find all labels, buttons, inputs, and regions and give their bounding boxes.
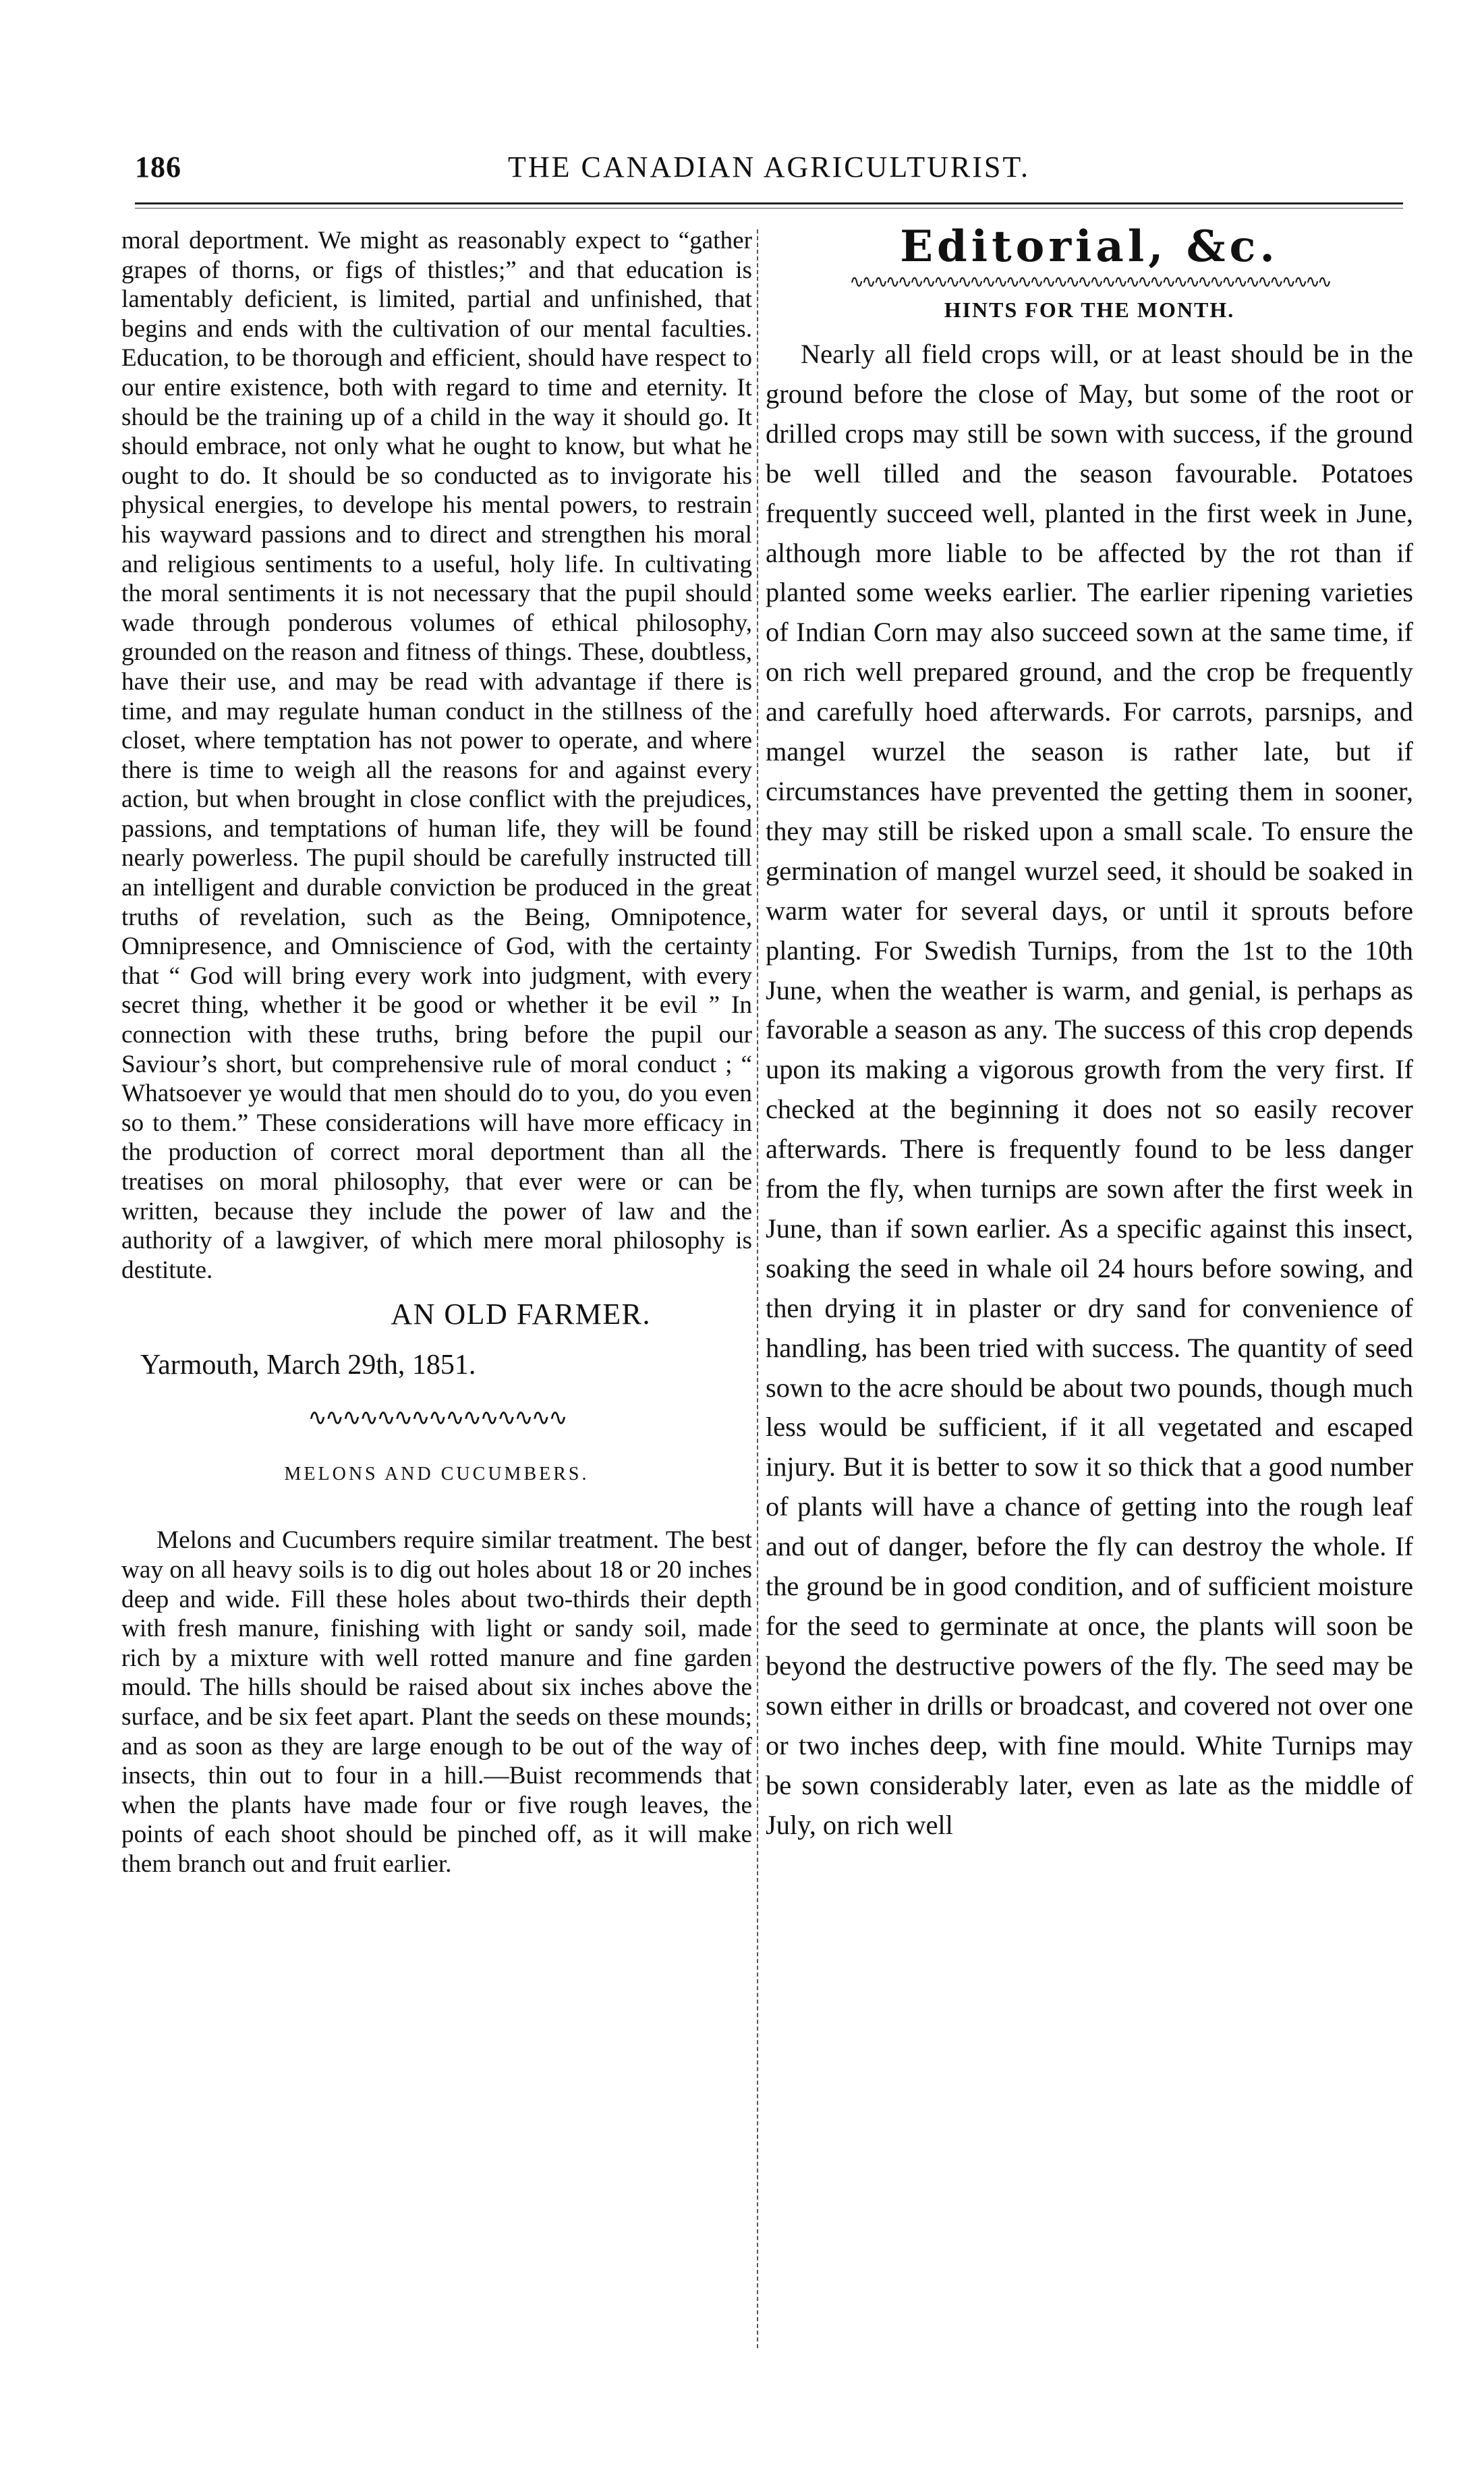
article-heading: HINTS FOR THE MONTH.: [944, 298, 1235, 322]
page-number: 186: [135, 150, 181, 184]
left-column: [121, 226, 752, 2358]
section-heading-melons: MELONS AND CUCUMBERS.: [284, 1464, 590, 1485]
column-divider: [757, 229, 758, 2348]
header-rule-thin: [135, 208, 1403, 209]
page-header: [135, 150, 1403, 204]
running-head: THE CANADIAN AGRICULTURIST.: [508, 150, 1030, 184]
editorial-title: Editorial, &c.: [900, 221, 1279, 272]
hints-article-text: Nearly all field crops will, or at least should be in the ground before the close of May, but some of the root or drilled crops may still be sown with success, if the ground be well tilled and the season favourable. Potatoes frequently succeed well, planted in the first week in June, although more liable to be affected by the rot than if planted some weeks earlier. The earlier ripening varieties of Indian Corn may also succeed sown at the same time, if on rich well prepared ground, and the crop be frequently and carefully hoed afterwards. For carrots, parsnips, and mangel wurzel the season is rather late, but if circumstances have prevented the getting them in sooner, they may still be risked upon a small scale. To ensure the germination of mangel wurzel seed, it should be soaked in warm water for several days, or until it sprouts before planting. For Swedish Turnips, from the 1st to the 10th June, when the weather is warm, and genial, is perhaps as favorable a season as any. The success of this crop depends upon its making a vigorous growth from the very first. If checked at the beginning it does not so easily recover afterwards. There is frequently found to be less danger from the fly, when turnips are sown after the first week in June, than if sown earlier. As a specific against this insect, soaking the seed in whale oil 24 hours before sowing, and then drying it in plaster or dry sand for convenience of handling, has been tried with success. The quantity of seed sown to the acre should be about two pounds, though much less would be sufficient, if it all vegetated and escaped injury. But it is better to sow it so thick that a good number of plants will have a chance of getting into the rough leaf and out of danger, before the fly can destroy the whole. If the ground be in good condition, and of sufficient moisture for the seed to germinate at once, the plants will soon be beyond the destructive powers of the fly. The seed may be sown either in drills or broadcast, and covered not over one or two inches deep, with fine mould. White Turnips may be sown considerably later, even as late as the middle of July, on rich well: [766, 339, 1413, 1840]
education-paragraph: moral deportment. We might as reasonably expect to “gather grapes of thorns, or figs of thistles;” and that education is lamentably deficient, is limited, partial and unfinished, that begins and ends with the cultivation of our mental faculties. Education, to be thorough and efficient, should have respect to our entire existence, both with regard to time and eternity. It should be the training up of a child in the way it should go. It should embrace, not only what he ought to know, but what he ought to do. It should be so conducted as to invigorate his physical energies, to develope his mental powers, to restrain his wayward passions and to direct and strengthen his moral and religious sentiments to a useful, holy life. In cultivating the moral sentiments it is not necessary that the pupil should wade through ponderous volumes of ethical philosophy, grounded on the reason and fitness of things. These, doubtless, have their use, and may be read with advantage if there is time, and may regulate human conduct in the stillness of the closet, where temptation has not power to operate, and where there is time to weigh all the reasons for and against every action, but when brought in close conflict with the prejudices, passions, and temptations of human life, they will be found nearly powerless. The pupil should be carefully instructed till an intelligent and durable conviction be produced in the great truths of revelation, such as the Being, Omnipotence, Omnipresence, and Omniscience of God, with the certainty that “ God will bring every work into judgment, with every secret thing, whether it be good or whether it be evil ” In connection with these truths, bring before the pupil our Saviour’s short, but comprehensive rule of moral conduct ; “ Whatsoever ye would that men should do to you, do you even so to them.” These considerations will have more efficacy in the production of correct moral deportment than all the treatises on moral philosophy, that ever were or can be written, because they include the power of law and the authority of a lawgiver, of which mere moral philosophy is destitute.: [121, 227, 752, 1284]
signature: AN OLD FARMER.: [391, 1298, 651, 1331]
wave-rule: ∿∿∿∿∿∿∿∿∿∿∿∿∿∿∿∿∿∿∿∿∿∿∿∿∿∿∿∿∿∿∿∿∿∿∿∿∿∿∿∿: [849, 272, 1330, 291]
right-column: [766, 221, 1413, 2354]
melons-paragraph: Melons and Cucumbers require similar treatment. The best way on all heavy soils is to dig out holes about 18 or 20 inches deep and wide. Fill these holes about two-thirds their depth with fresh manure, finishing with light or sandy soil, made rich by a mixture with well rotted manure and fine garden mould. The hills should be raised about six inches above the surface, and be six feet apart. Plant the seeds on these mounds; and as soon as they are large enough to be out of the way of insects, thin out to four in a hill.—Buist recommends that when the plants have made four or five rough leaves, the points of each shoot should be pinched off, as it will make them branch out and fruit earlier.: [121, 1526, 752, 1878]
dateline: Yarmouth, March 29th, 1851.: [140, 1350, 476, 1381]
header-rule: [135, 202, 1403, 204]
ornament-divider: ∿∿∿∿∿∿∿∿∿∿∿∿∿∿∿: [308, 1406, 566, 1431]
